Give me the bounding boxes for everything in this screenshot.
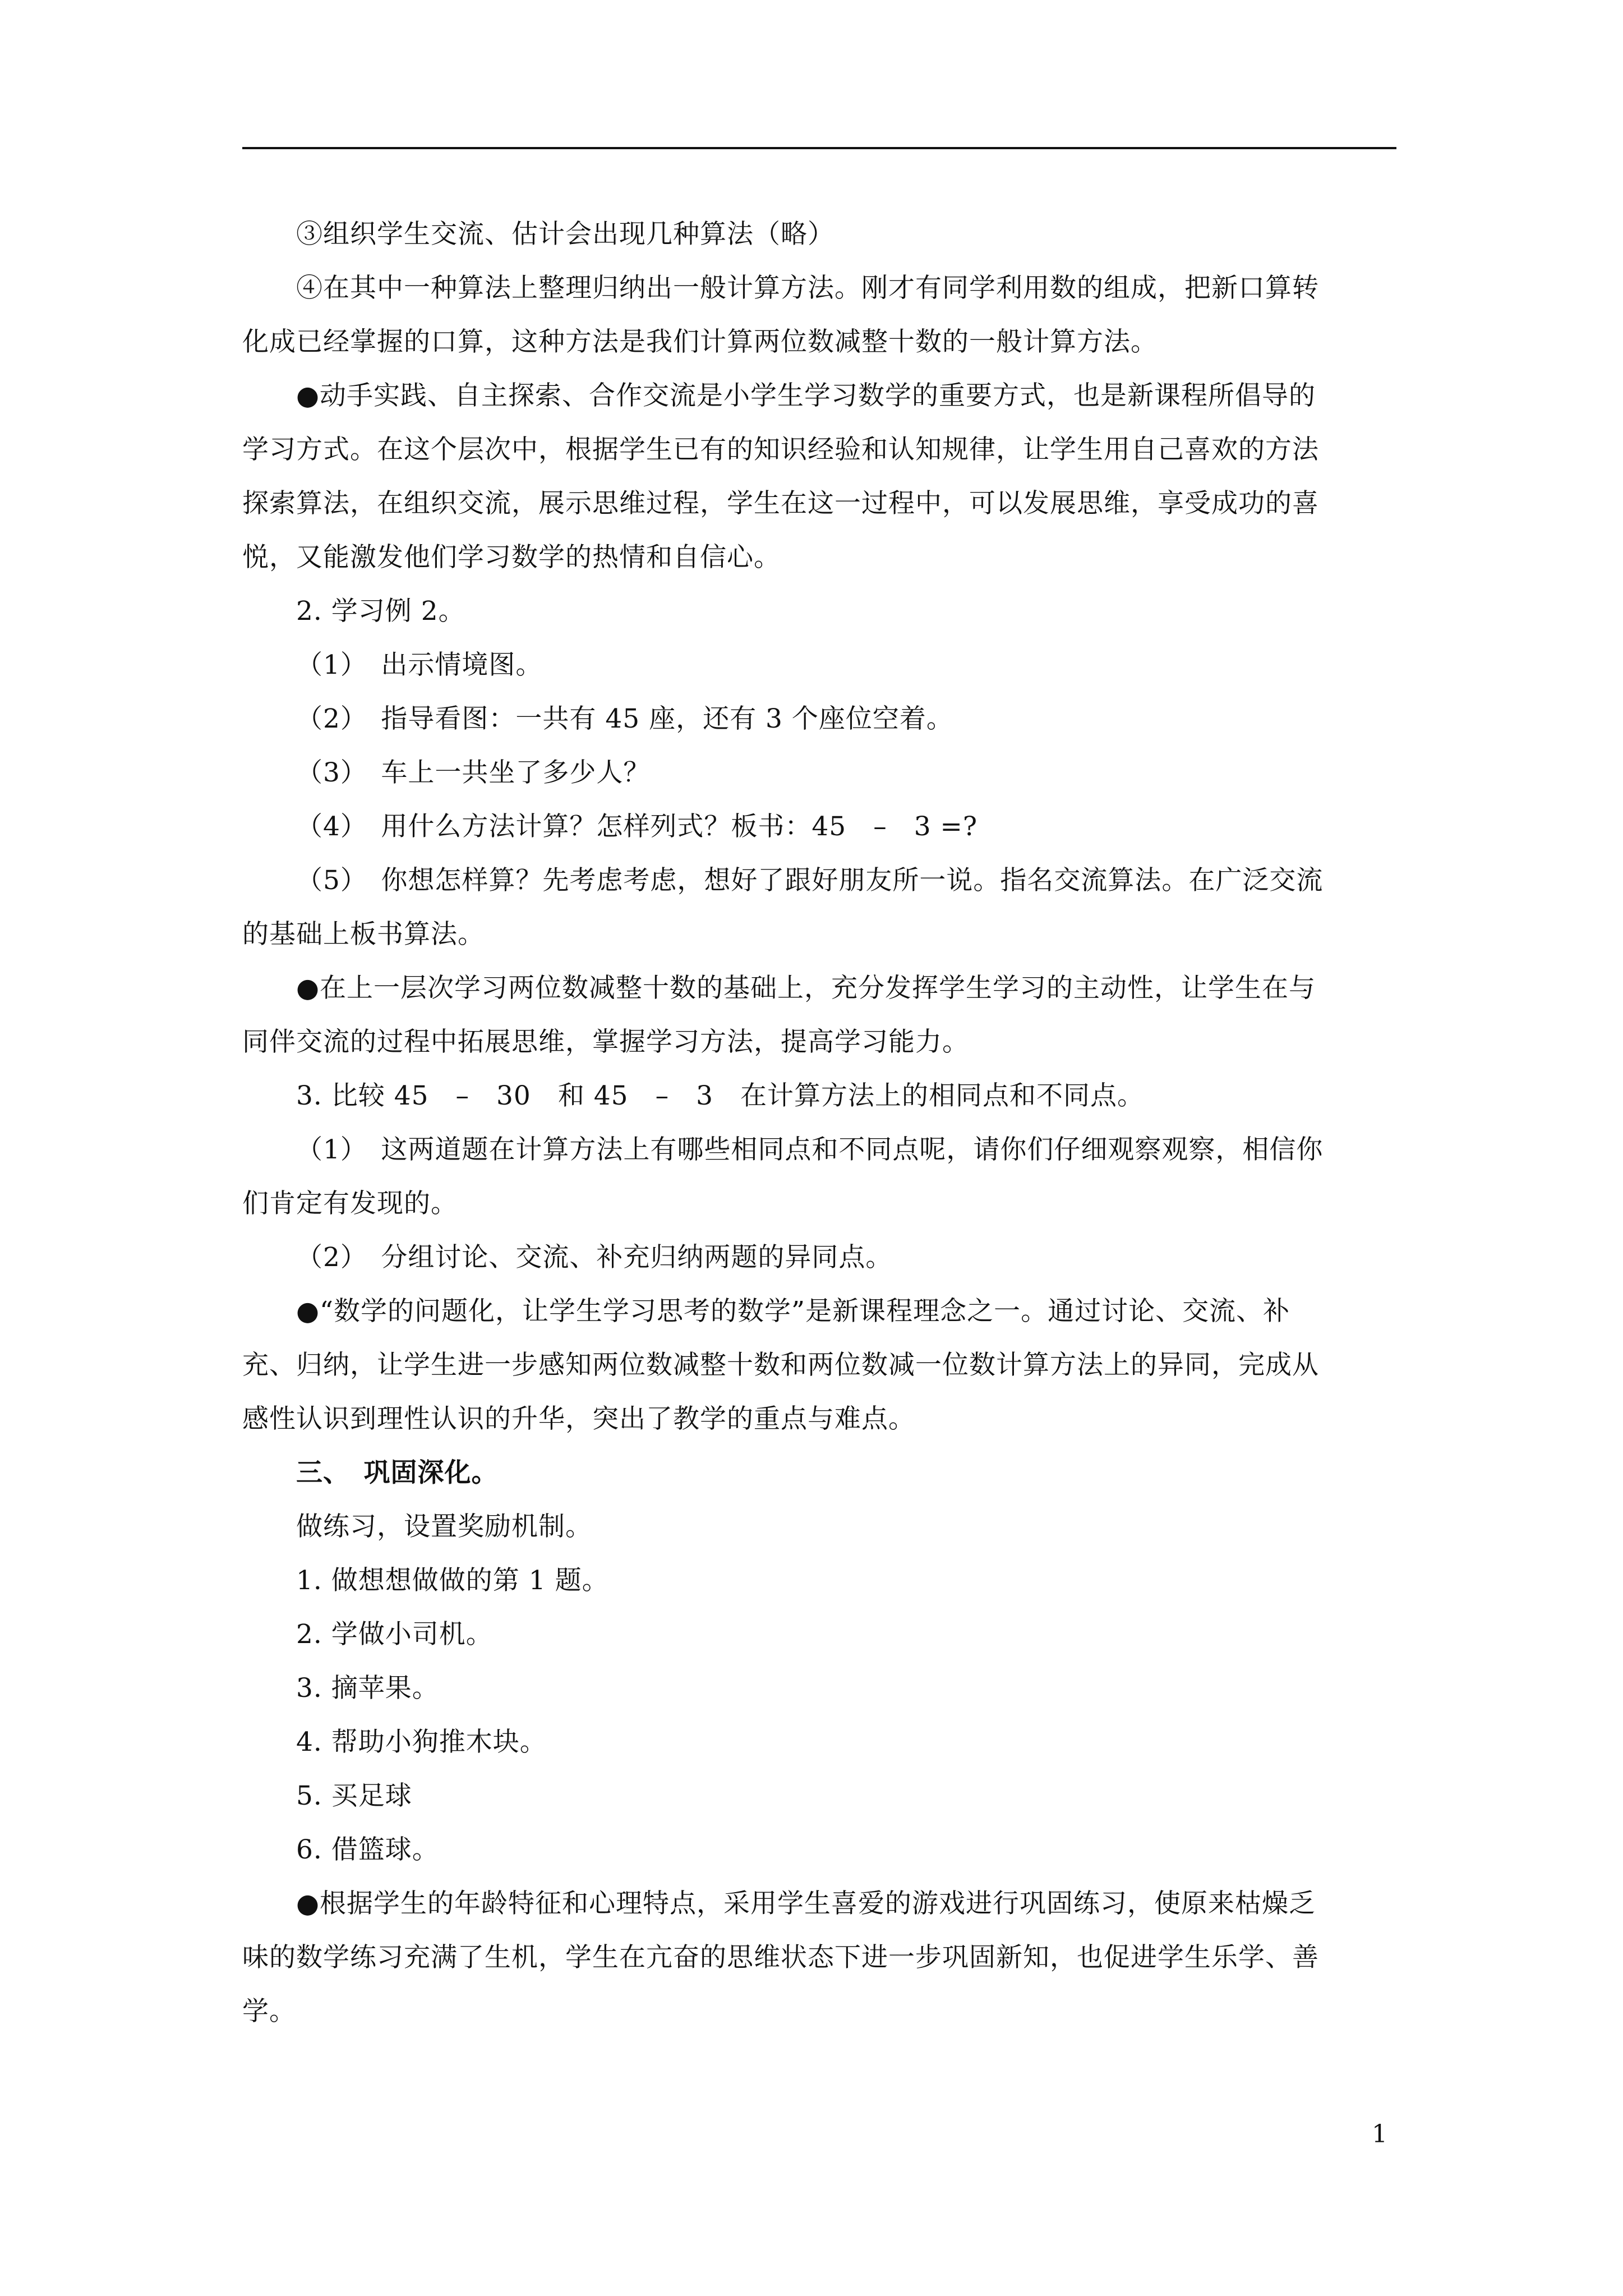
exercise-item: 6. 借篮球。 [296, 1834, 439, 1865]
section-heading-compare: 3. 比较 45 – 30 和 45 – 3 在计算方法上的相同点和不同点。 [296, 1080, 1144, 1111]
exercise-item: 2. 学做小司机。 [296, 1619, 493, 1650]
commentary-3-cont: 感性认识到理性认识的升华，突出了教学的重点与难点。 [242, 1404, 915, 1434]
commentary-1-cont: 探索算法，在组织交流，展示思维过程，学生在这一过程中，可以发展思维，享受成功的喜 [242, 488, 1319, 519]
list-item: （1） 出示情境图。 [296, 650, 543, 680]
list-item: （1） 这两道题在计算方法上有哪些相同点和不同点呢，请你们仔细观察观察，相信你 [296, 1134, 1324, 1165]
commentary-3-cont: 充、归纳，让学生进一步感知两位数减整十数和两位数减一位数计算方法上的异同，完成从 [242, 1350, 1319, 1381]
commentary-1-cont: 学习方式。在这个层次中，根据学生已有的知识经验和认知规律，让学生用自己喜欢的方法 [242, 434, 1319, 465]
commentary-1: ●动手实践、自主探索、合作交流是小学生学习数学的重要方式，也是新课程所倡导的 [296, 380, 1316, 411]
exercise-item: 3. 摘苹果。 [296, 1673, 439, 1704]
commentary-3: ●“数学的问题化，让学生学习思考的数学”是新课程理念之一。通过讨论、交流、补 [296, 1296, 1290, 1327]
list-item: （4） 用什么方法计算？怎样列式？板书：45 – 3 =? [296, 811, 978, 842]
exercise-intro: 做练习，设置奖励机制。 [296, 1511, 592, 1542]
list-item-cont: 的基础上板书算法。 [242, 919, 485, 950]
header-rule [242, 147, 1396, 149]
list-item: （3） 车上一共坐了多少人？ [296, 757, 651, 788]
commentary-4-cont: 学。 [242, 1996, 296, 2027]
list-item: （2） 分组讨论、交流、补充归纳两题的异同点。 [296, 1242, 893, 1273]
exercise-item: 1. 做想想做做的第 1 题。 [296, 1565, 609, 1596]
step-4-text: ④在其中一种算法上整理归纳出一般计算方法。刚才有同学利用数的组成，把新口算转 [296, 273, 1319, 303]
page-number: 1 [1372, 2120, 1387, 2148]
commentary-2-cont: 同伴交流的过程中拓展思维，掌握学习方法，提高学习能力。 [242, 1027, 969, 1057]
exercise-item: 5. 买足球 [296, 1780, 412, 1811]
section-heading-example-2: 2. 学习例 2。 [296, 596, 465, 627]
commentary-2: ●在上一层次学习两位数减整十数的基础上，充分发挥学生学习的主动性，让学生在与 [296, 973, 1316, 1004]
commentary-4-cont: 味的数学练习充满了生机，学生在亢奋的思维状态下进一步巩固新知，也促进学生乐学、善 [242, 1942, 1319, 1973]
commentary-1-cont: 悦，又能激发他们学习数学的热情和自信心。 [242, 542, 781, 573]
exercise-item: 4. 帮助小狗推木块。 [296, 1727, 547, 1757]
list-item: （2） 指导看图：一共有 45 座，还有 3 个座位空着。 [296, 703, 953, 734]
section-heading-consolidate: 三、 巩固深化。 [296, 1457, 499, 1488]
list-item: （5） 你想怎样算？先考虑考虑，想好了跟好朋友所一说。指名交流算法。在广泛交流 [296, 865, 1324, 896]
step-3-text: ③组织学生交流、估计会出现几种算法（略） [296, 219, 834, 250]
commentary-4: ●根据学生的年龄特征和心理特点，采用学生喜爱的游戏进行巩固练习，使原来枯燥乏 [296, 1888, 1316, 1919]
list-item-cont: 们肯定有发现的。 [242, 1188, 458, 1219]
step-4-text-cont: 化成已经掌握的口算，这种方法是我们计算两位数减整十数的一般计算方法。 [242, 326, 1158, 357]
